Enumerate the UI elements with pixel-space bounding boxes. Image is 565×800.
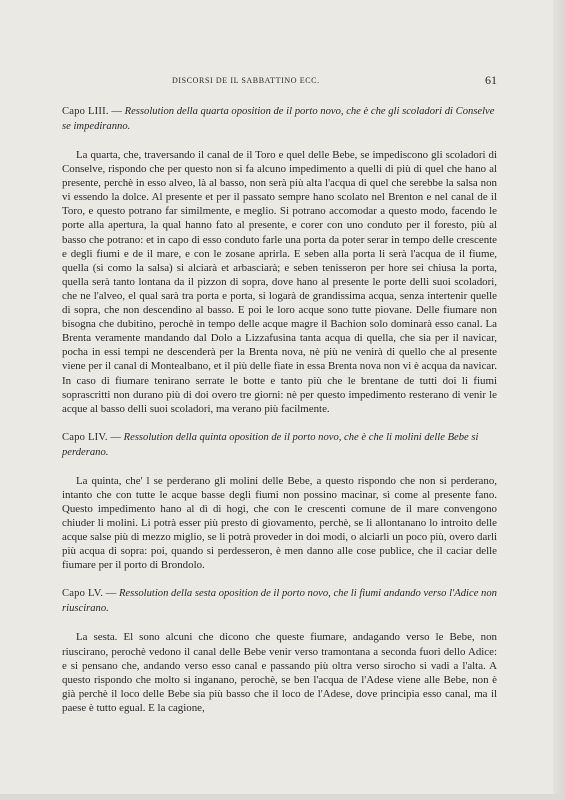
section-capo-liv xyxy=(62,430,497,573)
chapter-heading: Capo LIII. — Ressolution della quarta oposition de il porto novo, che è che gli scoladori di Conselve se impediranno. xyxy=(62,106,495,132)
chapter-heading: Capo LV. — Ressolution della sesta oposition de il porto novo, che li fiumi andando verso l'Adice non riuscirano. xyxy=(62,588,497,615)
page-header xyxy=(62,73,497,90)
chapter-paragraph: La quarta, che, traversando il canal de il Toro e quel delle Bebe, se impediscono gli scoladori di Conselve, rispondo che per questo non si fa alcuno impedimento a quelli di più di quel che hano al presente, perchè in esso alveo, là al basso, non serà più alta l'acqua di quel che serebbe la salsa non vi essendo la dolce. Al presente et per il passato sempre hano scolato nel Brenton e nel canal de il Toro, e questo potrano far similmente, e meglio. Si potrano accomodar a questo modo, facendo le porte alla apertura, la qual hanno fato al presente, e corer con uno conduto per il foresto, più al basso che potrano: et in capo di esso conduto farle una porta da poter serar in tempo delle crescente e degli fiumi e de il mare, e con le zosane aprirla. E seben alla porta li serà l'acqua de il fiume, quella (sì como la salsa) si alciarà et arbasciarà; e seben tenisseron per hore sei chiusa la porta, quella serà tanto lontana da il pizzon di sopra, dove hano al presente le porte delli suoi scoladori, che ne l'alveo, el qual sarà tra porta e porta, si logarà de grandissima acqua, senza intertenir quelle di sopra, che non descendino al basso. E poi le loro acque sono tutte piovane. Delle fiumare non bisogna che dubitino, perochè in tempo delle acque magre il Bachion solo dominarà esso canal. La Brenta veramente mandando dal Dolo a Lizzafusina tanta acqua di quella, che sia per il navicar, pocha in essi tempi ne descenderà per la Brenta nova, nè più ne venirà di quello che al presente viene per il canal di Montealbano, et il più delle fiate in essa Brenta nova non vi è acqua da navicar. In caso di fiumare tenirano serrate le botte e tanto più che le brentane de tutti doi li fiumi soprascritti non durano più di doi overo tre giorni: nè per questo impedimento resterano di venir le acque al basso delli suoi scoladori, ma verano più facilmente. xyxy=(62,149,497,415)
chapter-title: Ressolution della sesta oposition de il porto novo, che li fiumi andando verso l'Adice non riuscirano. xyxy=(62,588,497,615)
section-capo-lv xyxy=(62,586,497,715)
chapter-number: Capo LIV. xyxy=(62,431,108,443)
document-body xyxy=(62,104,497,715)
page-edge-shadow xyxy=(553,0,565,800)
page-bottom-edge xyxy=(0,794,565,800)
chapter-heading: Capo LIV. — Ressolution della quinta oposition de il porto novo, che è che li molini delle Bebe si perderano. xyxy=(62,431,479,458)
chapter-number: Capo LIII. xyxy=(62,106,109,117)
chapter-paragraph: La sesta. El sono alcuni che dicono che queste fiumare, andagando verso le Bebe, non riuscirano, perochè vedono il canal delle Bebe venir verso tramontana a seconda fuori dello Adice: e si pensano che, andando verso esso canal e passando più oltra verso sirocho si vadi a l'alta. A questo rispondo che molto si inganano, perochè, se ben l'acqua de l'Adese viene alle Bebe, non è già perchè il loco delle Bebe sia più basso che il loco de l'Adese, dove principia esso canal, ma il paese è tutto egual. E la cagione, xyxy=(62,631,497,714)
page-number: 61 xyxy=(485,73,497,87)
section-capo-liii xyxy=(62,104,497,416)
chapter-title: Ressolution della quinta oposition de il porto novo, che è che li molini delle Bebe si perderano. xyxy=(62,431,479,458)
running-head: DISCORSI DE IL SABBATTINO ECC. xyxy=(172,76,320,85)
chapter-paragraph: La quinta, che' l se perderano gli molini delle Bebe, a questo rispondo che non si perderano, intanto che con tutte le acque basse degli fiumi non possino macinar, sì come al presente fano. Questo impedimento hano al dì di hogi, che con le crescenti comune de il mare convengono chiuder li molini. Li potrà esser più presto di giovamento, perchè, se li allontanano lo introito delle acque salse più di mezzo miglio, se li potrà proveder in doi modi, o alciarli un poco più, overo darli più acqua di sopra: poi, quando si perdesseron, è men danno alle cose publice, che il caciar delle fiumare per il porto di Brondolo. xyxy=(62,474,497,572)
chapter-title: Ressolution della quarta oposition de il porto novo, che è che gli scoladori di Conselve se impediranno. xyxy=(62,106,495,132)
chapter-number: Capo LV. xyxy=(62,588,104,600)
